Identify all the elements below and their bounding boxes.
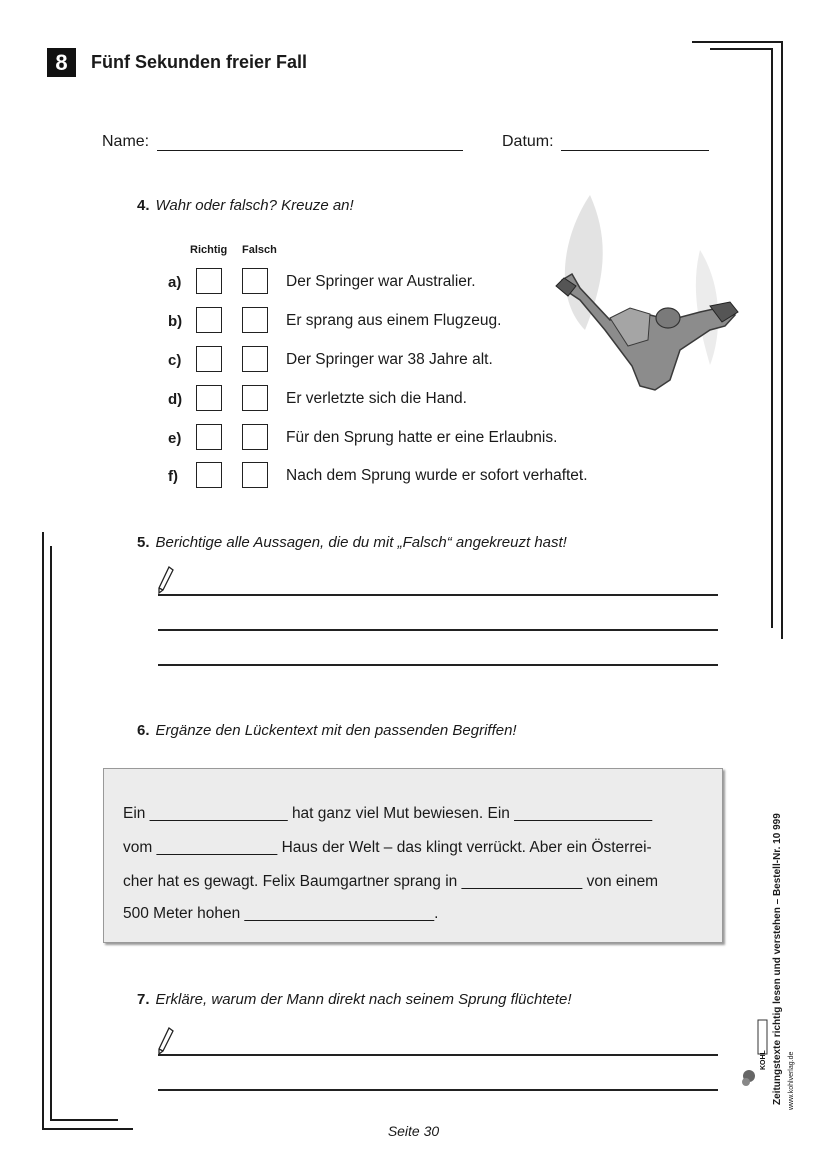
statement-row <box>0 462 700 492</box>
statement-letter: b) <box>168 313 183 330</box>
skydiver-helmet <box>656 308 680 328</box>
name-label: Name: <box>102 133 150 150</box>
frame-left-line-outer <box>42 532 44 1130</box>
answer-line[interactable] <box>158 664 718 666</box>
checkbox-falsch[interactable] <box>242 385 268 411</box>
frame-right-line-inner <box>771 48 773 628</box>
task7-instruction: Erkläre, warum der Mann direkt nach seinem Sprung flüchtete! <box>155 991 572 1008</box>
task6-number: 6. <box>137 722 150 739</box>
frame-top-right-line-outer <box>692 41 783 43</box>
date-field[interactable] <box>561 150 709 151</box>
name-field[interactable] <box>157 150 463 151</box>
task5-heading <box>137 534 567 551</box>
sidebar-book-title: Zeitungstexte richtig lesen und verstehen – Bestell-Nr. 10 999 <box>772 813 783 1105</box>
publisher-logo <box>741 1018 769 1090</box>
page-number: Seite 30 <box>387 1123 440 1139</box>
task6-instruction: Ergänze den Lückentext mit den passenden Begriffen! <box>155 722 517 739</box>
checkbox-richtig[interactable] <box>196 424 222 450</box>
task7-number: 7. <box>137 991 150 1008</box>
task4-instruction: Wahr oder falsch? Kreuze an! <box>155 197 354 214</box>
checkbox-richtig[interactable] <box>196 268 222 294</box>
gap-text-line[interactable]: 500 Meter hohen ______________________. <box>123 905 439 922</box>
frame-right-line-outer <box>781 41 783 639</box>
answer-line[interactable] <box>158 1089 718 1091</box>
statement-letter: d) <box>168 391 183 408</box>
task5-instruction: Berichtige alle Aussagen, die du mit „Falsch“ angekreuzt hast! <box>155 534 567 551</box>
statement-letter: c) <box>168 352 182 369</box>
statement-text: Der Springer war Australier. <box>286 273 476 290</box>
answer-line[interactable] <box>158 1054 718 1056</box>
frame-left-line-inner <box>50 546 52 1120</box>
checkbox-richtig[interactable] <box>196 346 222 372</box>
checkbox-falsch[interactable] <box>242 307 268 333</box>
skydiver-illustration <box>550 190 740 425</box>
statement-text: Nach dem Sprung wurde er sofort verhaftet. <box>286 467 588 484</box>
pencil-icon <box>157 565 175 595</box>
statement-text: Er verletzte sich die Hand. <box>286 390 467 407</box>
task7-heading <box>137 991 572 1008</box>
checkbox-richtig[interactable] <box>196 462 222 488</box>
checkbox-falsch[interactable] <box>242 424 268 450</box>
column-header-falsch: Falsch <box>242 244 277 256</box>
answer-line[interactable] <box>158 594 718 596</box>
statement-letter: f) <box>168 468 178 485</box>
publisher-url: www.kohlverlag.de <box>788 1051 795 1110</box>
checkbox-falsch[interactable] <box>242 346 268 372</box>
publisher-name: KOHL <box>760 1050 767 1070</box>
column-header-richtig: Richtig <box>190 244 228 256</box>
checkbox-richtig[interactable] <box>196 385 222 411</box>
statement-letter: a) <box>168 274 182 291</box>
checkbox-falsch[interactable] <box>242 268 268 294</box>
statement-text: Der Springer war 38 Jahre alt. <box>286 351 493 368</box>
statement-text: Er sprang aus einem Flugzeug. <box>286 312 502 329</box>
pencil-icon <box>157 1026 175 1056</box>
task4-heading <box>137 197 354 214</box>
task5-number: 5. <box>137 534 150 551</box>
statement-letter: e) <box>168 430 182 447</box>
checkbox-falsch[interactable] <box>242 462 268 488</box>
frame-bottom-line-inner <box>50 1119 118 1121</box>
checkbox-richtig[interactable] <box>196 307 222 333</box>
statement-row <box>0 424 700 454</box>
gap-text-line[interactable]: cher hat es gewagt. Felix Baumgartner sprang in ______________ von einem <box>123 873 659 890</box>
gap-text-line[interactable]: vom ______________ Haus der Welt – das klingt verrückt. Aber ein Österrei- <box>123 839 652 856</box>
task4-number: 4. <box>137 197 150 214</box>
answer-line[interactable] <box>158 629 718 631</box>
gap-text-line[interactable]: Ein ________________ hat ganz viel Mut bewiesen. Ein ________________ <box>123 805 653 822</box>
statement-text: Für den Sprung hatte er eine Erlaubnis. <box>286 429 558 446</box>
frame-top-right-line-inner <box>710 48 771 50</box>
task6-heading <box>137 722 517 739</box>
date-label: Datum: <box>502 133 554 150</box>
page-title: Fünf Sekunden freier Fall <box>91 52 308 72</box>
section-number-badge: 8 <box>47 48 76 77</box>
